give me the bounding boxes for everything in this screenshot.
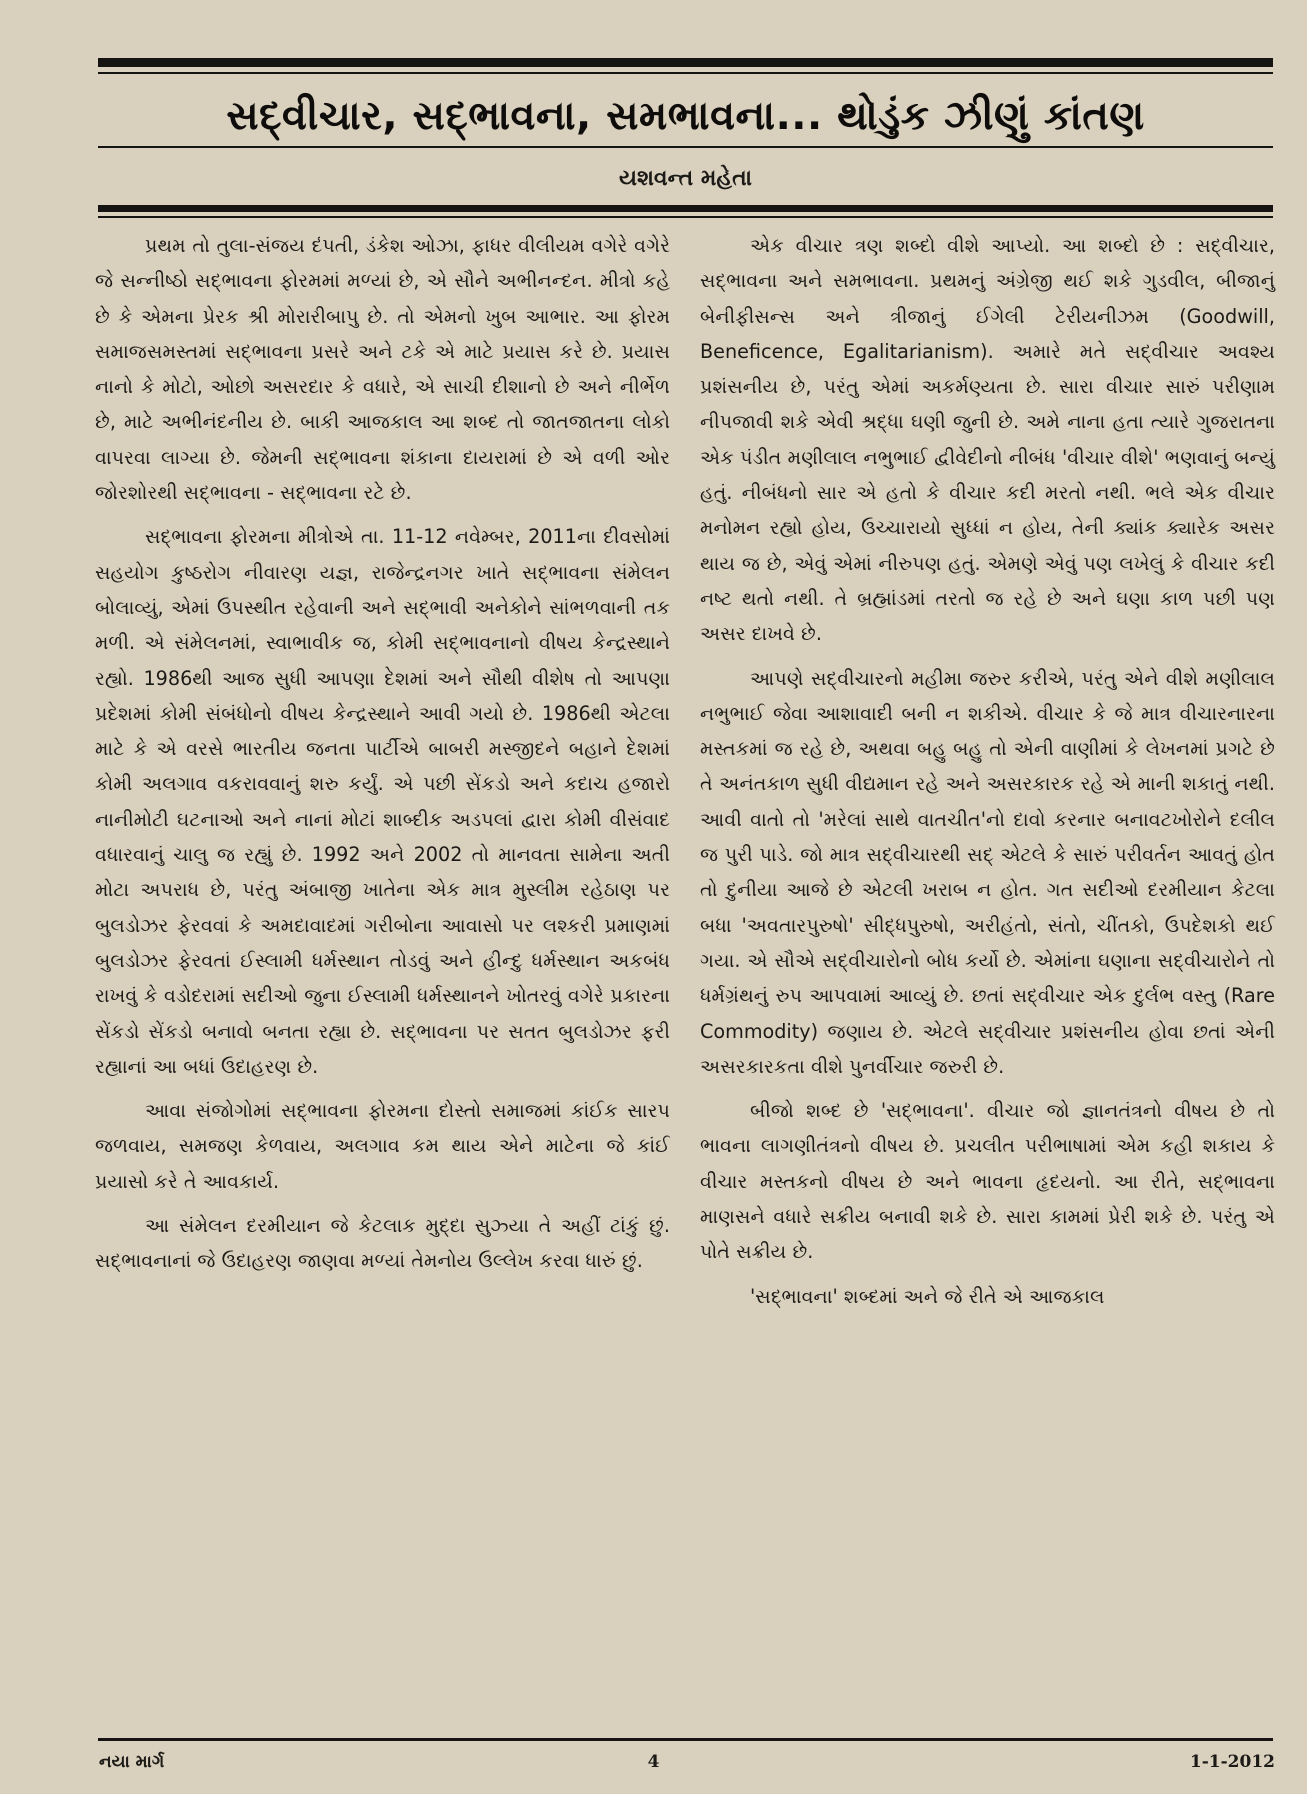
- author-rule-thick: [98, 205, 1273, 212]
- article-author: યશવન્ત મહેતા: [618, 166, 753, 191]
- paragraph: એક વીચાર ત્રણ શબ્દો વીશે આપ્યો. આ શબ્દો છે : સદ્‌વીચાર, સદ્‌ભાવના અને સમભાવના. પ્રથમનું અંગ્રેજી થઈ શકે ગુડવીલ, બીજાનું બેનીફીસન્સ અને ત્રીજાનું ઈગેલી ટેરીયનીઝમ (Goodwill, Beneficence, Egalitarianism). અમારે મતે સદ્‌વીચાર અવશ્ય પ્રશંસનીય છે, પરંતુ એમાં અકર્મણ્યતા છે. સારા વીચાર સારું પરીણામ નીપજાવી શકે એવી શ્રદ્ધા ઘણી જુની છે. અમે નાના હતા ત્યારે ગુજરાતના એક પંડીત મણીલાલ નભુભાઈ દ્વીવેદીનો નીબંધ 'વીચાર વીશે' ભણવાનું બન્યું હતું. નીબંધનો સાર એ હતો કે વીચાર કદી મરતો નથી. ભલે એક વીચાર મનોમન રહ્યો હોય, ઉચ્ચારાયો સુધ્ધાં ન હોય, તેની ક્યાંક ક્યારેક અસર થાય જ છે, એવું એમાં નીરુપણ હતું. એમણે એવું પણ લખેલું કે વીચાર કદી નષ્ટ થતો નથી. તે બ્રહ્માંડમાં તરતો જ રહે છે અને ઘણા કાળ પછી પણ અસર દાખવે છે.: [700, 234, 1275, 646]
- footer-page-number: 4: [647, 1752, 660, 1772]
- paragraph: આવા સંજોગોમાં સદ્‌ભાવના ફોરમના દોસ્તો સમાજમાં કાંઈક સારપ જળવાય, સમજણ કેળવાય, અલગાવ કમ થાય એને માટેના જે કાંઈ પ્રયાસો કરે તે આવકાર્ય.: [95, 1099, 670, 1193]
- paragraph: પ્રથમ તો તુલા-સંજય દંપતી, ડંકેશ ઓઝા, ફાધર વીલીયમ વગેરે વગેરે જે સન્નીષ્ઠો સદ્‌ભાવના ફોરમમાં મળ્યાં છે, એ સૌને અભીનન્દન. મીત્રો કહે છે કે એમના પ્રેરક શ્રી મોરારીબાપુ છે. તો એમનો ખુબ આભાર. આ ફોરમ સમાજસમસ્તમાં સદ્‌ભાવના પ્રસરે અને ટકે એ માટે પ્રયાસ કરે છે. પ્રયાસ નાનો કે મોટો, ઓછો અસરદાર કે વધારે, એ સાચી દીશાનો છે અને નીર્ભેળ છે, માટે અભીનંદનીય છે. બાકી આજકાલ આ શબ્દ તો જાતજાતના લોકો વાપરવા લાગ્યા છે. જેમની સદ્‌ભાવના શંકાના દાયરામાં છે એ વળી ઓર જોરશોરથી સદ્‌ભાવના - સદ્‌ભાવના રટે છે.: [95, 234, 670, 505]
- footer-magazine-name: નયા માર્ગ: [99, 1752, 165, 1772]
- paragraph: આ સંમેલન દરમીયાન જે કેટલાક મુદ્દા સુઝ્યા તે અહીં ટાંકું છું. સદ્‌ભાવનાનાં જે ઉદાહરણ જાણવા મળ્યાં તેમનોય ઉલ્લેખ કરવા ધારું છું.: [95, 1214, 670, 1273]
- paragraph: આપણે સદ્‌વીચારનો મહીમા જરુર કરીએ, પરંતુ એને વીશે મણીલાલ નભુભાઈ જેવા આશાવાદી બની ન શકીએ. વીચાર કે જે માત્ર વીચારનારના મસ્તકમાં જ રહે છે, અથવા બહુ બહુ તો એની વાણીમાં કે લેખનમાં પ્રગટે છે તે અનંતકાળ સુધી વીદ્યમાન રહે અને અસરકારક રહે એ માની શકાતું નથી. આવી વાતો તો 'મરેલાં સાથે વાતચીત'નો દાવો કરનાર બનાવટખોરોને દલીલ જ પુરી પાડે. જો માત્ર સદ્‌વીચારથી સદ્‌ એટલે કે સારું પરીવર્તન આવતું હોત તો દુનીયા આજે છે એટલી ખરાબ ન હોત. ગત સદીઓ દરમીયાન કેટલા બધા 'અવતારપુરુષો' સીદ્ધપુરુષો, અરીહંતો, સંતો, ચીંતકો, ઉપદેશકો થઈ ગયા. એ સૌએ સદ્‌વીચારોનો બોધ કર્યો છે. એમાંના ઘણાના સદ્‌વીચારોને તો ધર્મગ્રંથનું રુપ આપવામાં આવ્યું છે. છતાં સદ્‌વીચાર એક દુર્લભ વસ્તુ (Rare Commodity) જણાય છે. એટલે સદ્‌વીચાર પ્રશંસનીય હોવા છતાં એની અસરકારકતા વીશે પુનર્વીચાર જરુરી છે.: [700, 666, 1275, 1078]
- footer-rule: [98, 1738, 1273, 1741]
- paragraph: બીજો શબ્દ છે 'સદ્‌ભાવના'. વીચાર જો જ્ઞાનતંત્રનો વીષય છે તો ભાવના લાગણીતંત્રનો વીષય છે. પ્રચલીત પરીભાષામાં એમ કહી શકાય કે વીચાર મસ્તકનો વીષય છે અને ભાવના હૃદયનો. આ રીતે, સદ્‌ભાવના માણસને વધારે સક્રીય બનાવી શકે છે. સારા કામમાં પ્રેરી શકે છે. પરંતુ એ પોતે સક્રીય છે.: [700, 1099, 1275, 1264]
- article-title: સદ્‌વીચાર, સદ્‌ભાવના, સમભાવના... થોડુંક ઝીણું કાંતણ: [226, 93, 1145, 139]
- left-column: [95, 228, 670, 1728]
- right-column: [700, 228, 1275, 1728]
- top-rule-thick: [98, 58, 1273, 67]
- top-rule-thin: [98, 72, 1273, 74]
- author-rule-thin: [98, 216, 1273, 218]
- paragraph: સદ્‌ભાવના ફોરમના મીત્રોએ તા. 11-12 નવેમ્બર, 2011ના દીવસોમાં સહયોગ કુષ્ઠરોગ નીવારણ યજ્ઞ, રાજેન્દ્રનગર ખાતે સદ્‌ભાવના સંમેલન બોલાવ્યું, એમાં ઉપસ્થીત રહેવાની અને સદ્‌ભાવી અનેકોને સાંભળવાની તક મળી. એ સંમેલનમાં, સ્વાભાવીક જ, કોમી સદ્‌ભાવનાનો વીષય કેન્દ્રસ્થાને રહ્યો. 1986થી આજ સુધી આપણા દેશમાં અને સૌથી વીશેષ તો આપણા પ્રદેશમાં કોમી સંબંધોનો વીષય કેન્દ્રસ્થાને આવી ગયો છે. 1986થી એટલા માટે કે એ વરસે ભારતીય જનતા પાર્ટીએ બાબરી મસ્જીદને બહાને દેશમાં કોમી અલગાવ વકરાવવાનું શરુ કર્યું. એ પછી સેંકડો અને કદાચ હજારો નાનીમોટી ઘટનાઓ અને નાનાં મોટાં શાબ્દીક અડપલાં દ્વારા કોમી વીસંવાદ વધારવાનું ચાલુ જ રહ્યું છે. 1992 અને 2002 તો માનવતા સામેના અતી મોટા અપરાધ છે, પરંતુ અંબાજી ખાતેના એક માત્ર મુસ્લીમ રહેઠાણ પર બુલડોઝર ફેરવવાં કે અમદાવાદમાં ગરીબોના આવાસો પર લશ્કરી પ્રમાણમાં બુલડોઝર ફેરવતાં ઈસ્લામી ધર્મસ્થાન તોડવું અને હીન્દુ ધર્મસ્થાન અકબંધ રાખવું કે વડોદરામાં સદીઓ જુના ઈસ્લામી ધર્મસ્થાનને ખોતરવું વગેરે પ્રકારના સેંકડો સેંકડો બનાવો બનતા રહ્યા છે. સદ્‌ભાવના પર સતત બુલડોઝર ફરી રહ્યાનાં આ બધાં ઉદાહરણ છે.: [95, 525, 670, 1078]
- title-rule: [98, 146, 1273, 148]
- footer-date: 1-1-2012: [1189, 1752, 1275, 1772]
- paragraph: 'સદ્‌ભાવના' શબ્દમાં અને જે રીતે એ આજકાલ: [750, 1284, 1105, 1308]
